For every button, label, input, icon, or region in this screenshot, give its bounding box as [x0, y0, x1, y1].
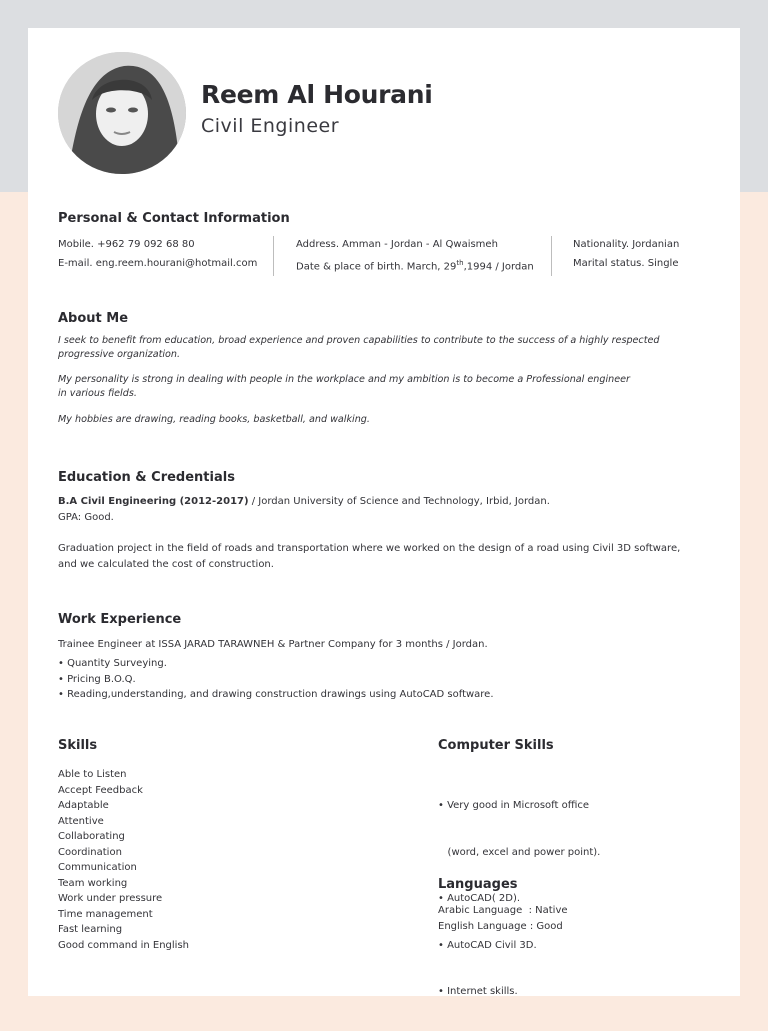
list-item: • Very good in Microsoft office: [438, 800, 590, 811]
dob-sup: th: [456, 259, 464, 267]
computer-skills-list: [438, 767, 600, 1031]
person-name: Reem Al Hourani: [201, 80, 433, 109]
skills-heading: Skills: [58, 738, 98, 753]
work-heading: Work Experience: [58, 612, 182, 627]
list-item: • Reading,understanding, and drawing construction drawings using AutoCAD software.: [58, 689, 494, 700]
resume-card: [28, 28, 740, 996]
about-heading: About Me: [58, 311, 129, 326]
gpa-text: GPA: Good.: [58, 512, 114, 523]
list-item: (word, excel and power point).: [438, 846, 601, 858]
list-item: Arabic Language : Native: [438, 905, 568, 916]
degree-line: [58, 494, 550, 510]
list-item: Able to Listen: [58, 769, 127, 780]
school-text: / Jordan University of Science and Technology, Irbid, Jordan.: [248, 496, 550, 507]
divider: [273, 236, 274, 276]
list-item: Time management: [58, 908, 153, 920]
work-summary: Trainee Engineer at ISSA JARAD TARAWNEH & Partner Company for 3 months / Jordan.: [58, 639, 488, 650]
list-item: Fast learning: [58, 924, 123, 935]
degree-text: B.A Civil Engineering (2012-2017): [58, 496, 249, 507]
job-title: Civil Engineer: [201, 115, 340, 137]
list-item: Good command in English: [58, 939, 190, 951]
list-item: • AutoCAD( 2D).: [438, 893, 521, 904]
skills-list: [58, 767, 189, 953]
list-item: Communication: [58, 862, 137, 873]
list-item: English Language : Good: [438, 920, 563, 932]
about-paragraph-3: My hobbies are drawing, reading books, basketball, and walking.: [58, 414, 370, 425]
list-item: Adaptable: [58, 800, 109, 811]
address-text: Address. Amman - Jordan - Al Qwaismeh: [296, 239, 498, 250]
marital-text: Marital status. Single: [573, 258, 679, 269]
divider: [551, 236, 552, 276]
personal-heading: Personal & Contact Information: [58, 211, 290, 226]
project-line-2: and we calculated the cost of construction.: [58, 559, 274, 570]
languages-heading: Languages: [438, 877, 518, 892]
list-item: Work under pressure: [58, 893, 163, 904]
profile-photo: [58, 52, 186, 174]
list-item: Attentive: [58, 815, 104, 827]
about-p1-line1: I seek to benefit from education, broad experience and proven capabilities to contribute to the success of a highly respected: [58, 335, 660, 346]
about-p2-line1: My personality is strong in dealing with people in the workplace and my ambition is to become a Professional engineer: [58, 374, 630, 385]
computer-skills-heading: Computer Skills: [438, 738, 554, 753]
list-item: • Pricing B.O.Q.: [58, 673, 136, 685]
list-item: Coordination: [58, 846, 122, 858]
list-item: • Quantity Surveying.: [58, 658, 167, 669]
nationality-text: Nationality. Jordanian: [573, 239, 680, 250]
email-text: E-mail. eng.reem.hourani@hotmail.com: [58, 258, 258, 269]
list-item: Collaborating: [58, 831, 125, 842]
mobile-text: Mobile. +962 79 092 68 80: [58, 239, 195, 250]
list-item: Team working: [58, 877, 128, 889]
dob-text: [296, 256, 534, 275]
work-bullets: [58, 656, 494, 703]
project-line-1: Graduation project in the field of roads and transportation where we worked on the design of a road using Civil 3D software,: [58, 543, 681, 554]
about-paragraph-1: [58, 334, 708, 361]
dob-prefix: Date & place of birth. March, 29: [296, 261, 457, 273]
list-item: Accept Feedback: [58, 784, 143, 796]
languages-list: [438, 903, 568, 934]
about-p2-line2: in various fields.: [58, 387, 137, 399]
list-item: • AutoCAD Civil 3D.: [438, 939, 537, 951]
education-heading: Education & Credentials: [58, 470, 235, 485]
about-p1-line2: progressive organization.: [58, 348, 181, 360]
portrait-icon: [58, 52, 186, 174]
dob-suffix: ,1994 / Jordan: [463, 261, 534, 273]
list-item: • Internet skills.: [438, 986, 518, 997]
about-paragraph-2: [58, 373, 708, 400]
